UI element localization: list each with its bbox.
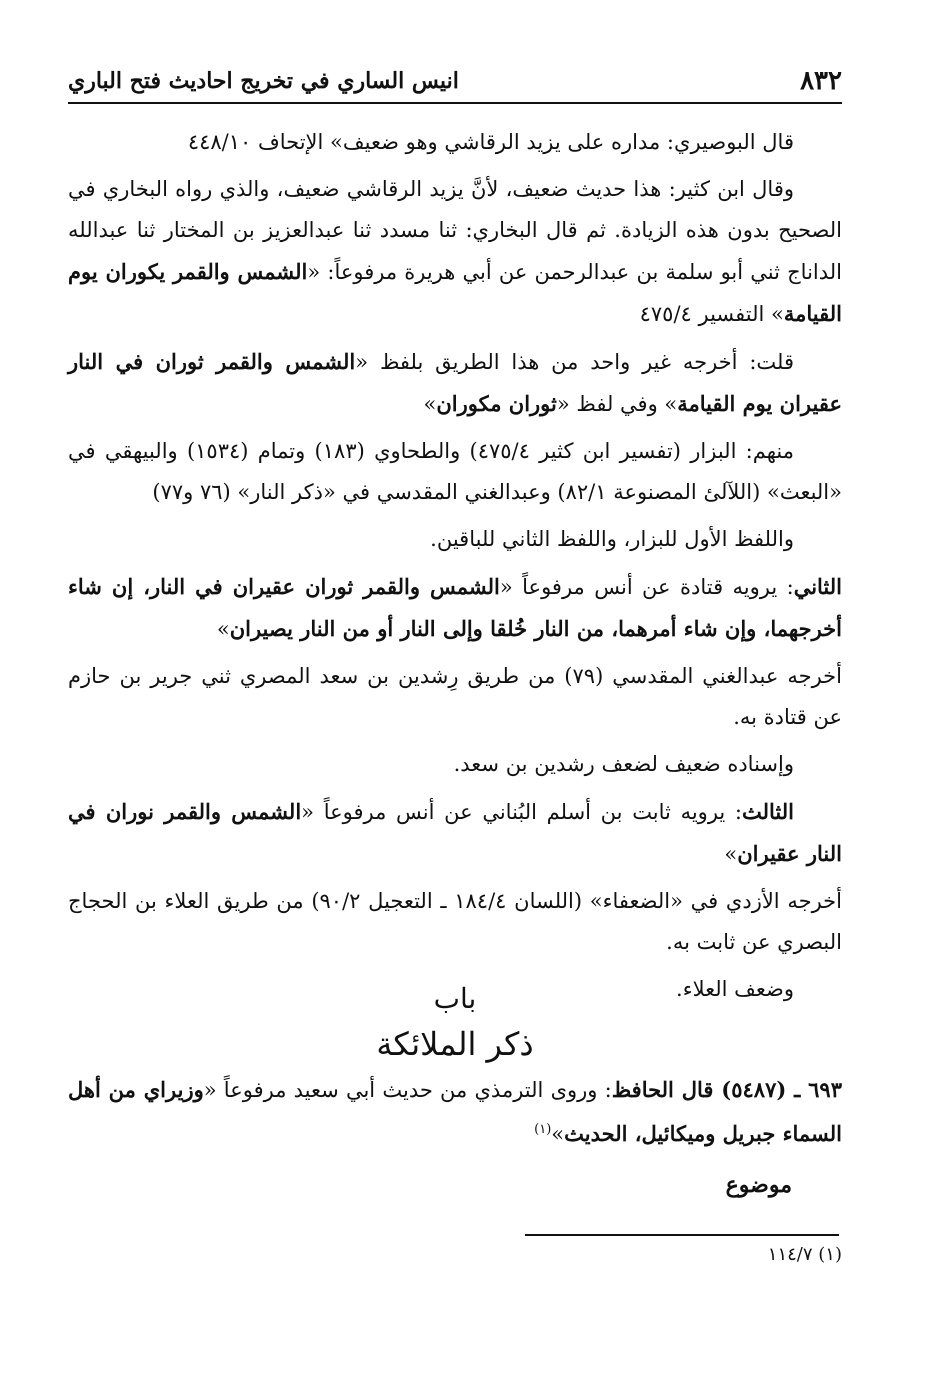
paragraph-text: وقال ابن كثير: هذا حديث ضعيف، لأنَّ يزيد الرقاشي ضعيف، والذي رواه البخاري في الصحيح بدون هذه الزيادة. ثم قال البخاري: ثنا مسدد ثنا عبدالعزيز بن المختار ثنا عبدالله الداناج ثني أبو سلمة بن عبدالرحمن عن أبي هريرة مرفوعاً: « [68,177,843,284]
paragraph-text: واللفظ الأول للبزار، واللفظ الثاني للباقين. [430,527,794,551]
hadith-text: الشمس والقمر نوران في النار عقيران [68,799,842,866]
running-title: انيس الساري في تخريج احاديث فتح الباري [68,68,459,94]
page-number: ٨٣٢ [800,66,842,96]
paragraph-maqdisi [68,656,842,738]
paragraph-azdi [68,881,842,963]
paragraph-sources [68,431,842,513]
verdict: موضوع [725,1172,792,1198]
footnote: (١) ١١٤/٧ [767,1244,842,1265]
paragraph-text: : يرويه ثابت بن أسلم البُناني عن أنس مرفوعاً « [301,800,742,824]
paragraph-ibn-kathir [68,169,842,335]
entry-text: » [551,1122,565,1146]
paragraph-isnad [68,744,842,785]
paragraph-text: : يرويه قتادة عن أنس مرفوعاً « [499,575,794,599]
paragraph-text: أخرجه عبدالغني المقدسي (٧٩) من طريق رِشدين بن سعد المصري ثني جرير بن حازم عن قتادة به. [68,664,842,729]
hadith-text: وزيراي من أهل السماء جبريل وميكائيل، الحديث [68,1077,842,1146]
hadith-text: الشمس والقمر ثوران عقيران في النار، إن شاء أخرجهما، وإن شاء أمرهما، من النار خُلقا وإلى النار أو من النار يصيران [68,574,842,641]
paragraph-text: » [724,842,738,866]
entry-number: ٦٩٣ ـ (٥٤٨٧) قال الحافظ [611,1077,842,1102]
page-header [68,62,842,104]
chapter-label: باب [433,982,477,1015]
paragraph-text: » التفسير ٤٧٥/٤ [639,302,784,326]
paragraph-text: » [216,617,230,641]
chapter-title: ذكر الملائكة [376,1025,534,1063]
paragraph-text: أخرجه الأزدي في «الضعفاء» (اللسان ١٨٤/٤ ـ التعجيل ٩٠/٢) من طريق العلاء بن الحجاج البصري عن ثابت به. [68,889,842,954]
paragraph-second-route [68,566,842,650]
paragraph-text: قال البوصيري: مداره على يزيد الرقاشي وهو ضعيف» الإتحاف ٤٤٨/١٠ [187,130,794,154]
paragraph-text: » وفي لفظ « [556,392,678,416]
footnote-divider [525,1234,839,1236]
paragraph-text: » [423,392,437,416]
paragraph-text: وإسناده ضعيف لضعف رشدين بن سعد. [453,752,794,776]
hadith-text: الشمس والقمر ثوران في النار عقيران يوم القيامة [68,349,842,416]
paragraph-wording [68,519,842,560]
main-text [68,122,842,1016]
paragraph-text: وضعف العلاء. [676,977,794,1001]
hadith-entry [68,1070,842,1154]
hadith-text: ثوران مكوران [436,391,557,416]
hadith-text: الشمس والقمر يكوران يوم القيامة [68,259,842,326]
route-label: الثالث [742,799,794,824]
paragraph-busiri [68,122,842,163]
route-label: الثاني [793,574,843,599]
chapter-heading [68,978,842,1068]
paragraph-qultu [68,341,842,425]
paragraph-text: منهم: البزار (تفسير ابن كثير ٤٧٥/٤) والطحاوي (١٨٣) وتمام (١٥٣٤) والبيهقي في «البعث» (اللآلئ المصنوعة ٨٢/١) وعبدالغني المقدسي في «ذكر النار» (٧٦ و٧٧) [68,439,842,504]
footnote-ref: (١) [534,1122,552,1137]
paragraph-text: قلت: أخرجه غير واحد من هذا الطريق بلفظ « [355,350,794,374]
paragraph-third-route [68,791,842,875]
entry-text: : وروى الترمذي من حديث أبي سعيد مرفوعاً « [203,1078,612,1102]
